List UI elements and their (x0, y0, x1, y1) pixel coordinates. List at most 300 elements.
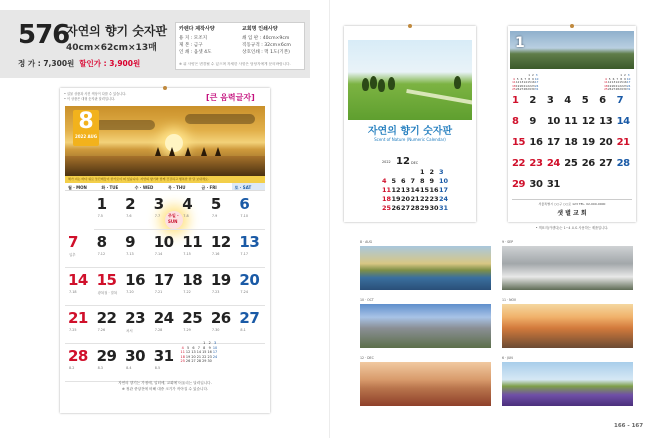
day-cell (208, 192, 237, 230)
mini-day: 19 (185, 354, 191, 359)
desert-flamingo-thumbnail (360, 362, 491, 406)
cover-day: 9 (429, 177, 435, 185)
cover-year: 2022 (382, 160, 391, 164)
weekday-label: 금 · FRI (201, 185, 217, 190)
day-number: 8 (512, 116, 519, 127)
cover-day: 20 (401, 195, 411, 203)
lunar-date: 7.10 (240, 214, 248, 218)
lunar-date: 8.1 (240, 328, 246, 332)
church-imprint-name: 샛 별 교 회 (557, 210, 587, 217)
mini-day: 31 (534, 87, 539, 92)
mini-day: 25 (512, 87, 516, 92)
weekday-label: 화 · TUE (101, 185, 119, 190)
cover-day: 14 (410, 186, 420, 194)
day-cell (547, 137, 564, 158)
path-shape (406, 89, 472, 105)
day-cell (512, 116, 529, 137)
mini-day: 24 (212, 354, 218, 359)
mini-day: 21 (523, 83, 528, 88)
mini-day: 3 (535, 73, 538, 77)
day-cell (617, 137, 634, 158)
january-calendar-preview (508, 26, 636, 222)
cover-calendar-preview (344, 26, 476, 222)
day-number: 8 (96, 233, 107, 251)
day-cell (151, 268, 180, 306)
lunar-date: 7.12 (97, 252, 106, 256)
mini-day: 11 (512, 80, 516, 85)
sunset-tree-thumbnail (502, 304, 633, 348)
day-number: 28 (616, 158, 630, 169)
day-cell (617, 95, 634, 116)
day-number: 24 (546, 158, 560, 169)
mini-day: 4 (181, 345, 184, 350)
day-number: 14 (616, 116, 630, 127)
day-number: 26 (581, 158, 595, 169)
mini-day: 19 (515, 83, 520, 88)
day-cell (512, 137, 529, 158)
day-cell (617, 158, 634, 179)
lake-boat-thumbnail (360, 246, 491, 290)
mini-day: 13 (191, 350, 196, 355)
mini-day: 10 (626, 76, 631, 81)
january-caption: • 책표지(카렌다)는 1~4 요로 사용하는 제품입니다. (535, 226, 609, 230)
day-number: 11 (564, 116, 578, 127)
day-number: 14 (68, 271, 88, 289)
lunar-date: 7.24 (240, 290, 248, 294)
mini-day: 28 (615, 87, 620, 92)
mini-day: 20 (519, 83, 524, 88)
day-number: 16 (125, 271, 146, 289)
day-cell (122, 268, 151, 306)
mini-day: 16 (623, 80, 627, 85)
mini-day: 6 (612, 76, 615, 81)
mini-day: 17 (626, 80, 631, 85)
mini-day: 7 (524, 76, 527, 81)
cover-day: 11 (382, 186, 392, 194)
snow-trees-thumbnail (502, 246, 633, 290)
mini-day: 5 (516, 76, 519, 81)
day-number: 1 (512, 95, 519, 106)
thumb-label: 8 · AUG (360, 240, 373, 244)
day-number: 10 (153, 233, 174, 251)
mini-day: 9 (531, 76, 534, 81)
big-calendar-preview (60, 88, 270, 413)
cover-day: 16 (429, 186, 439, 194)
mini-day: 25 (180, 359, 185, 364)
mini-day: 8 (620, 76, 622, 81)
mini-day: 14 (196, 350, 202, 355)
product-number: 576 (18, 20, 70, 50)
cover-day: 26 (391, 204, 401, 212)
cover-day: 19 (391, 195, 401, 203)
mini-day: 18 (604, 83, 608, 88)
sea-shape (65, 156, 265, 176)
cover-day: 29 (420, 204, 430, 212)
day-number: 9 (529, 116, 536, 127)
regular-price: 정 가 : 7,300원 (18, 59, 75, 68)
mini-day: 14 (615, 80, 620, 85)
hanging-hole-icon (163, 86, 167, 90)
calendar-spec-line: 제 본 : 금구 (179, 43, 203, 48)
day-cell (94, 192, 123, 230)
day-cell (94, 344, 123, 382)
mini-day: 5 (187, 345, 190, 350)
day-number: 17 (153, 271, 174, 289)
day-cell (208, 306, 237, 344)
church-spec-line: 상호인쇄 : 먹 1도(기본) (242, 50, 290, 55)
mini-day: 12 (607, 80, 612, 85)
mini-day: 23 (531, 83, 535, 88)
lunar-date: 7.23 (211, 290, 220, 294)
mini-day: 20 (611, 83, 616, 88)
lunar-date: 입추 (69, 253, 76, 257)
day-cell (529, 137, 546, 158)
mini-day: 6 (192, 345, 195, 350)
calendar-spec-line: 용 지 : 모조지 (179, 36, 208, 41)
church-spec-line: 직동규격 : 32cm×6cm (242, 43, 291, 48)
day-cell (122, 306, 151, 344)
cover-day (382, 168, 392, 177)
mini-day: 10 (534, 76, 539, 81)
church-spec-column (242, 26, 302, 56)
day-number: 23 (125, 309, 146, 327)
day-cell (94, 306, 123, 344)
sale-price: 할인가 : 3,900원 (79, 59, 141, 68)
mini-day: 8 (528, 76, 530, 81)
mini-day: 31 (626, 87, 631, 92)
day-cell (529, 116, 546, 137)
day-number: 1 (96, 195, 107, 213)
mini-day: 22 (619, 83, 623, 88)
day-number: 28 (68, 347, 88, 365)
day-number: 15 (512, 137, 526, 148)
day-number: 5 (210, 195, 221, 213)
large-lunar-tag: [큰 음력글자] (206, 93, 255, 102)
day-cell (179, 230, 208, 268)
next-month-mini-calendar (604, 74, 631, 92)
day-number: 29 (512, 179, 526, 190)
mini-day: 22 (202, 354, 207, 359)
day-cell (529, 179, 546, 200)
mini-day: 26 (185, 359, 191, 364)
calendar-spec-column (179, 26, 239, 56)
day-cell (122, 230, 151, 268)
footer-line: ※ 정관 중앙전에 비해 대중 크기가 작아질 수 있습니다. (121, 387, 209, 391)
weekday-label: 주일 · SUN (165, 211, 183, 229)
day-number: 7 (616, 95, 624, 106)
tree-shape (454, 76, 461, 89)
cover-day: 12 (391, 186, 401, 194)
day-cell (599, 137, 616, 158)
day-cell (94, 268, 123, 306)
next-month-mini-calendar (180, 341, 218, 364)
day-cell (208, 268, 237, 306)
day-cell (179, 268, 208, 306)
lunar-date: 7.18 (69, 290, 77, 294)
mini-day: 17 (534, 80, 539, 85)
cover-day: 31 (439, 204, 449, 212)
day-cell (547, 158, 564, 179)
lunar-date: 8.3 (97, 366, 103, 370)
product-price (18, 58, 140, 69)
lunar-date: 8.4 (126, 366, 132, 370)
cover-day: 17 (439, 186, 449, 194)
day-cell (582, 116, 599, 137)
cover-day: 22 (420, 195, 430, 203)
sunset-sailboats-photo (65, 106, 265, 176)
mountain-valley-thumbnail (360, 304, 491, 348)
cover-day: 27 (401, 204, 411, 212)
cover-day: 25 (382, 204, 392, 212)
mini-day: 7 (197, 345, 200, 350)
day-number: 30 (125, 347, 146, 365)
mini-day: 30 (207, 359, 212, 364)
lunar-date: 7.16 (211, 252, 220, 256)
meadow-trees-photo (348, 40, 472, 120)
mini-day: 16 (207, 350, 212, 355)
lunar-date: 처서 (126, 329, 133, 333)
day-number: 13 (239, 233, 260, 251)
cloud-shape (185, 114, 255, 124)
day-cell (236, 268, 265, 306)
day-cell (599, 95, 616, 116)
mini-day: 1 (528, 73, 530, 77)
thumb-label: 10 · OCT (360, 298, 374, 302)
cover-month-number: 12 (396, 156, 410, 167)
mini-day: 12 (515, 80, 520, 85)
day-number: 10 (546, 116, 560, 127)
cover-day: 30 (429, 204, 439, 212)
day-number: 13 (599, 116, 613, 127)
day-cell (151, 192, 180, 230)
mini-day: 11 (604, 80, 608, 85)
day-cell (94, 230, 123, 268)
mini-day (212, 359, 217, 364)
day-number: 23 (529, 158, 543, 169)
day-cell (236, 306, 265, 344)
mini-day: 23 (623, 83, 627, 88)
mini-day: 6 (520, 76, 523, 81)
cover-day: 28 (410, 204, 420, 212)
mini-day: 9 (623, 76, 626, 81)
day-cell (547, 95, 564, 116)
church-spec-title: 교회명 인쇄사양 (242, 26, 278, 32)
cover-day: 2 (429, 168, 435, 176)
day-number: 22 (512, 158, 526, 169)
weekday-label: 월 · MON (68, 185, 87, 190)
mini-day: 28 (523, 87, 528, 92)
mini-day: 4 (605, 76, 607, 81)
cover-day: 15 (420, 186, 430, 194)
day-number: 6 (599, 95, 606, 106)
mini-day: 15 (202, 350, 207, 355)
mini-day: 16 (531, 80, 535, 85)
calendar-spec-line: 인 쇄 : 옵셋 4도 (179, 50, 212, 55)
cover-day: 6 (401, 177, 406, 185)
cover-day: 18 (382, 195, 392, 203)
sailboat-shape (185, 147, 191, 156)
lunar-date: 7.6 (126, 214, 132, 218)
weekday-label: 수 · WED (134, 185, 154, 190)
mini-day: 3 (627, 73, 630, 77)
day-number: 15 (96, 271, 117, 289)
day-number: 6 (239, 195, 250, 213)
mini-day: 27 (519, 87, 524, 92)
mini-calendar-grid (512, 74, 539, 92)
day-cell (208, 230, 237, 268)
day-number: 31 (153, 347, 174, 365)
day-cell (179, 306, 208, 344)
sailboat-shape (169, 147, 175, 156)
mini-day: 14 (523, 80, 528, 85)
day-cell (582, 95, 599, 116)
day-cell (564, 95, 581, 116)
month-number: 8 (78, 109, 94, 134)
lunar-date: 7.14 (154, 252, 163, 256)
day-number: 2 (529, 95, 536, 106)
mini-day: 1 (620, 73, 622, 77)
lunar-date: 8.5 (154, 366, 161, 370)
mini-day: 18 (180, 354, 185, 359)
day-number: 27 (239, 309, 260, 327)
mini-day: 1 (203, 341, 206, 345)
church-spec-line: 쇄 입 판 : 40cm×9cm (242, 36, 290, 41)
prev-month-mini-calendar (512, 74, 539, 92)
mini-day: 18 (512, 83, 516, 88)
day-number: 5 (581, 95, 589, 106)
cover-month-label: DEC (411, 161, 419, 165)
top-note-line: • 이 상품은 대형 숫자판 달력입니다. (64, 96, 116, 101)
day-cell (582, 137, 599, 158)
cover-subtitle: Scent of Nature (Numeric Calendar) (374, 137, 446, 142)
cover-day: 3 (439, 168, 444, 176)
cover-title: 자연의 향기 숫자판 (367, 126, 453, 137)
day-number: 9 (125, 233, 136, 251)
day-number: 30 (529, 179, 543, 190)
mini-day: 19 (607, 83, 612, 88)
cover-day (392, 168, 402, 177)
cover-day: 4 (382, 177, 387, 185)
footer-line: 자연의 향기는 가정에, 일터에, 교회에 어울리는 달력입니다. (118, 381, 212, 385)
cover-day: 8 (420, 177, 425, 185)
lunar-date: 7.25 (69, 328, 77, 332)
church-imprint-area (512, 199, 632, 219)
day-cell (236, 192, 265, 230)
weekday-label: 목 · THU (167, 185, 186, 190)
right-page (330, 0, 660, 438)
rt-month-number: 1 (515, 35, 525, 51)
day-cell (599, 158, 616, 179)
mini-day: 24 (626, 83, 631, 88)
day-cell (122, 192, 151, 230)
mini-day: 5 (608, 76, 611, 81)
lunar-date: 광복절 · 말복 (97, 291, 118, 295)
mini-day: 29 (527, 87, 531, 92)
mini-day: 8 (203, 345, 206, 350)
day-number: 18 (564, 137, 578, 148)
tree-shape (370, 76, 377, 89)
lunar-date: 7.5 (97, 214, 103, 218)
day-number: 24 (153, 309, 174, 327)
cover-day-grid (382, 168, 449, 213)
day-number: 18 (182, 271, 203, 289)
cover-day: 7 (410, 177, 416, 185)
day-number: 25 (182, 309, 203, 327)
cloud-shape (95, 120, 155, 130)
mini-day: 10 (212, 345, 218, 350)
day-number: 19 (210, 271, 231, 289)
day-cell (512, 179, 529, 200)
day-number: 20 (239, 271, 260, 289)
mini-day: 15 (527, 80, 531, 85)
big-calendar-top-notes (64, 92, 126, 101)
day-cell (151, 344, 180, 382)
day-number: 21 (616, 137, 630, 148)
day-cell (512, 95, 529, 116)
day-cell (617, 116, 634, 137)
day-cell (65, 230, 94, 268)
mini-day: 27 (611, 87, 616, 92)
weekday-label: 토 · SAT (232, 183, 265, 190)
day-number: 4 (564, 95, 571, 106)
cover-day: 24 (439, 195, 449, 203)
mini-day: 4 (513, 76, 515, 81)
day-cell (599, 116, 616, 137)
lunar-date: 7.8 (183, 214, 189, 218)
calendar-spec-title: 카렌다 제작사양 (179, 26, 215, 32)
cover-day (401, 168, 411, 177)
product-size: 40cm×62cm×13매 (66, 43, 157, 53)
lunar-date: 7.7 (154, 214, 161, 218)
mini-day: 11 (180, 350, 185, 355)
cover-day: 1 (420, 168, 425, 176)
lunar-date: 7.15 (183, 252, 191, 256)
day-number: 17 (546, 137, 560, 148)
mini-day: 2 (208, 341, 211, 345)
product-name: 자연의 향기 숫자판 (66, 24, 168, 38)
big-calendar-footer (75, 380, 255, 392)
misty-field-photo (510, 31, 634, 69)
mini-day: 2 (531, 73, 534, 77)
lunar-date: 7.17 (240, 252, 248, 256)
tree-shape (388, 77, 395, 90)
mini-day: 27 (191, 359, 196, 364)
mini-day: 28 (196, 359, 202, 364)
day-number: 22 (96, 309, 117, 327)
day-number: 19 (581, 137, 595, 148)
lunar-date: 7.20 (126, 290, 134, 294)
lunar-date: 7.28 (154, 328, 163, 332)
day-number: 31 (546, 179, 560, 190)
lunar-date: 7.29 (183, 328, 191, 332)
photo-caption-strip: 해가 지는 바다 위로 돛단배들이 한가로이 떠 있습니다. 자연의 향기와 함께 건강하고 행복한 한 달 보내세요. (65, 176, 265, 183)
mini-calendar-grid (180, 341, 218, 364)
cover-day: 13 (401, 186, 411, 194)
page-numbers: 166 - 167 (614, 423, 644, 429)
mini-day: 21 (615, 83, 620, 88)
day-number: 12 (210, 233, 231, 251)
spec-note: ※ 위 사양은 변경될 수 있으며 자세한 사항은 담당자에게 문의바랍니다. (179, 62, 291, 66)
day-number: 16 (529, 137, 543, 148)
day-number: 26 (210, 309, 231, 327)
mini-day: 30 (531, 87, 535, 92)
tree-shape (378, 79, 385, 92)
day-number: 29 (96, 347, 117, 365)
month-year-label: 2022 AUG (74, 134, 98, 139)
month-badge (73, 110, 99, 146)
mini-day: 13 (519, 80, 524, 85)
mini-day: 29 (619, 87, 623, 92)
